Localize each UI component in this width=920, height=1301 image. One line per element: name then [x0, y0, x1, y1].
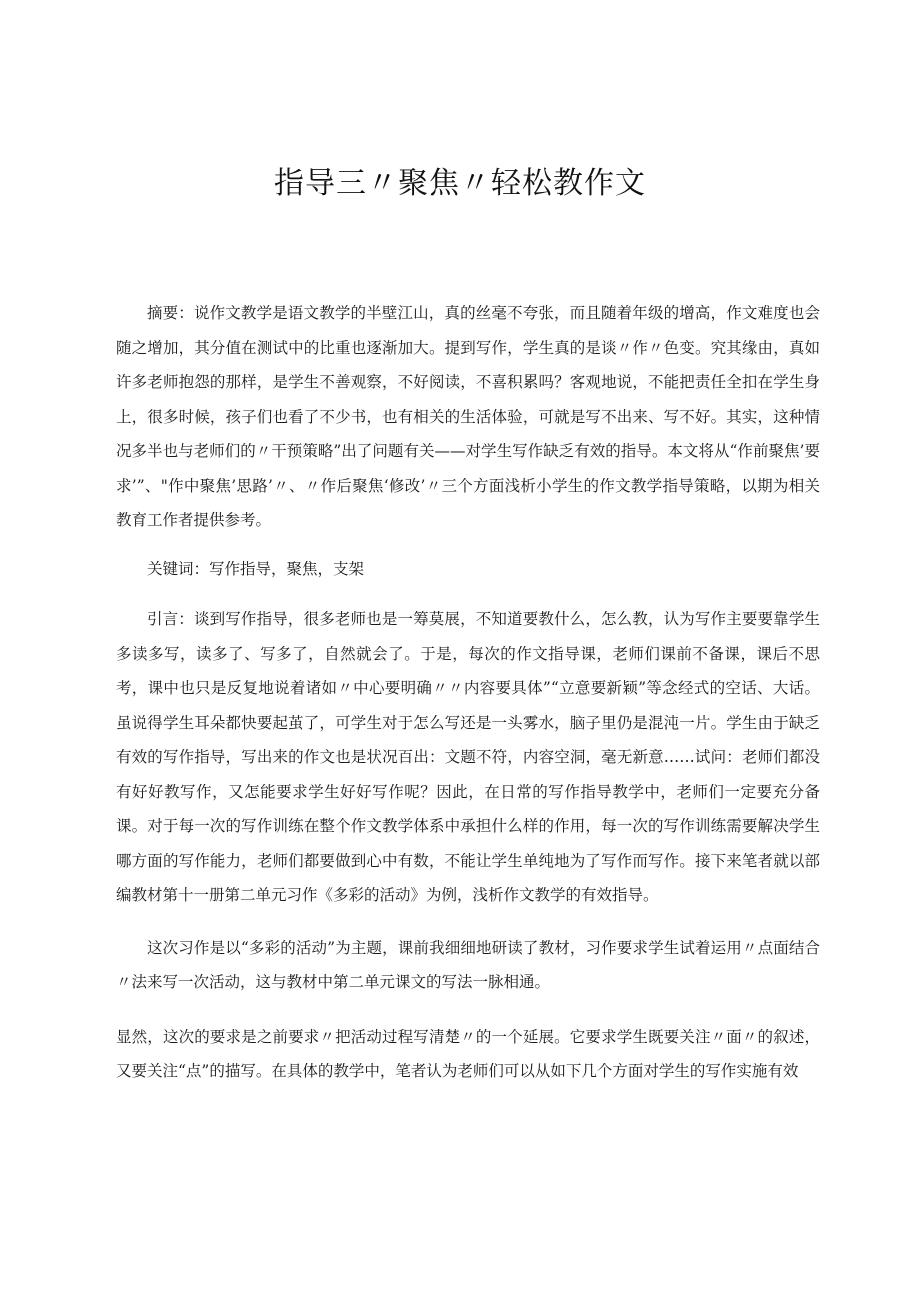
abstract-paragraph: 摘要：说作文教学是语文教学的半壁江山，真的丝毫不夸张，而且随着年级的增高，作文难度也会随之增加，其分值在测试中的比重也逐渐加大。提到写作，学生真的是谈〃作〃色变。究其缘由，真如许多老师抱怨的那样，是学生不善观察，不好阅读，不喜积累吗？客观地说，不能把责任全扣在学生身上，很多时候，孩子们也看了不少书，也有相关的生活体验，可就是写不出来、写不好。其实，这种情况多半也与老师们的〃干预策略”出了问题有关——对学生写作缺乏有效的指导。本文将从“作前聚焦’要求’”、"作中聚焦’思路’〃、〃作后聚焦‘修改’〃三个方面浅析小学生的作文教学指导策略，以期为相关教育工作者提供参考。 [116, 304, 820, 529]
keywords-paragraph: 关键词：写作指导，聚焦，支架 [147, 559, 365, 578]
document-title: 指导三〃聚焦〃轻松教作文 [274, 166, 646, 201]
extension-paragraph: 显然，这次的要求是之前要求〃把活动过程写清楚〃的一个延展。它要求学生既要关注〃面〃的叙述，又要关注“点”的描写。在具体的教学中，笔者认为老师们可以从如下几个方面对学生的写作实施有效 [116, 1027, 820, 1080]
document-body [116, 296, 820, 1089]
introduction-paragraph: 引言：谈到写作指导，很多老师也是一筹莫展，不知道要教什么，怎么教，认为写作主要要靠学生多读多写，读多了、写多了，自然就会了。于是，每次的作文指导课，老师们课前不备课，课后不思考，课中也只是反复地说着诸如〃中心要明确〃〃内容要具体”“立意要新颖”等念经式的空话、大话。虽说得学生耳朵都快要起茧了，可学生对于怎么写还是一头雾水，脑子里仍是混沌一片。学生由于缺乏有效的写作指导，写出来的作文也是状况百出：文题不符，内容空洞，毫无新意……试问：老师们都没有好好教写作，又怎能要求学生好好写作呢？因此，在日常的写作指导教学中，老师们一定要充分备课。对于每一次的写作训练在整个作文教学体系中承担什么样的作用，每一次的写作训练需要解决学生哪方面的写作能力，老师们都要做到心中有数，不能让学生单纯地为了写作而写作。接下来笔者就以部编教材第十一册第二单元习作《多彩的活动》为例，浅析作文教学的有效指导。 [116, 610, 820, 904]
activity-paragraph: 这次习作是以“多彩的活动”为主题，课前我细细地研读了教材，习作要求学生试着运用〃点面结合〃法来写一次活动，这与教材中第二单元课文的写法一脉相通。 [116, 938, 820, 991]
